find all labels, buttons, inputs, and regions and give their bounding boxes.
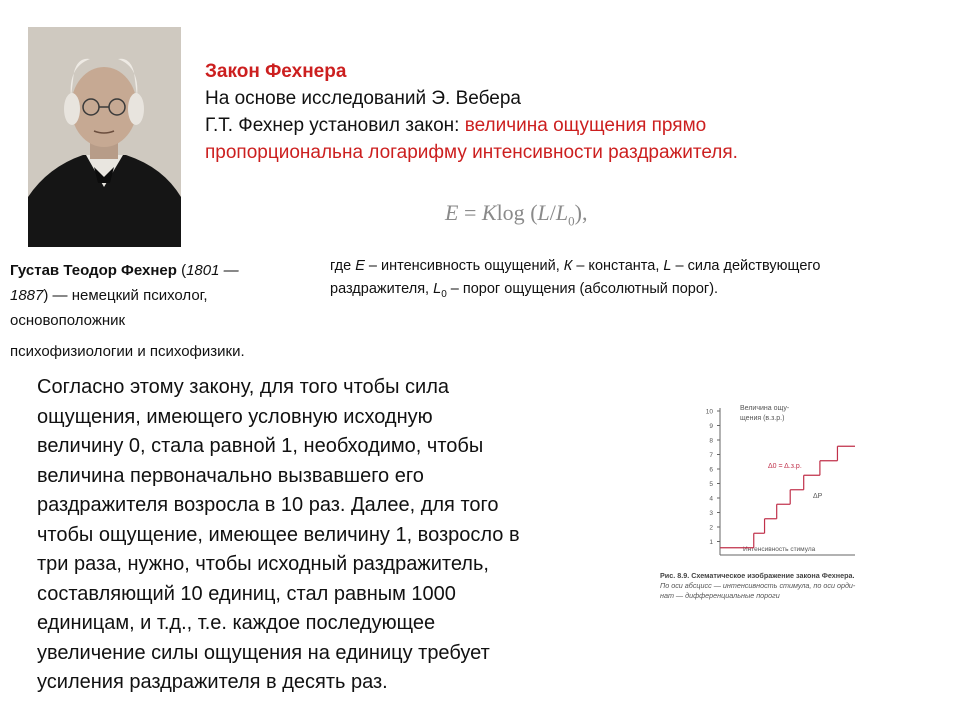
body-line: чтобы ощущение, имеющее величину 1, возросло в [37,523,520,546]
intro-line-2 [205,112,738,139]
caption-fields: психофизиологии и психофизики. [10,343,245,360]
caption-birth-year: 1801 — [186,262,239,279]
y-tick-label: 3 [709,510,713,517]
formula-equals: = [458,200,482,225]
where-def-E: – интенсивность ощущений, [364,258,564,274]
where-def-L0: – порог ощущения (абсолютный порог). [446,281,719,297]
caption-profession: ) — немецкий психолог, [43,287,208,304]
staircase-diagram [655,398,910,610]
caption-founder: основоположник [10,312,126,329]
law-statement-part-2: пропорциональна логарифму интенсивности раздражителя. [205,142,738,163]
fechner-portrait [28,27,181,247]
y-tick-label: 6 [709,466,713,474]
y-tick-group [706,409,720,547]
where-symbol-L0: L [433,281,442,297]
y-tick-label: 5 [709,481,713,488]
where-symbol-L: L [663,258,672,274]
where-prefix: где [330,258,356,274]
formula-E: E [445,200,459,225]
caption-name: Густав Теодор Фехнер [10,262,177,279]
portrait-caption [10,258,310,358]
formula-L: L [537,200,550,225]
y-axis-label-1: Величина ощу- [740,405,790,412]
where-def-K: – константа, [572,258,664,274]
intro-line-2-prefix: Г.Т. Фехнер установил закон: [205,115,465,136]
annotation-delta-e: Δ0 = Δ.з.р. [768,463,802,470]
y-tick-label: 9 [709,423,713,430]
fechner-formula [445,200,587,229]
where-def-L: – сила действующего раздражителя, [330,258,821,297]
page-title: Закон Фехнера [205,61,347,82]
where-symbol-K: К [563,258,573,274]
y-tick-label: 2 [709,524,713,532]
annotation-delta-p: ΔР [813,493,823,500]
intro-line-1: На основе исследований Э. Вебера [205,88,521,109]
caption-death-year: 1887 [10,287,44,304]
figure-caption-line-2: По оси абсцисс — интенсивность стимула, по оси орди- [660,581,856,590]
body-line: единицам, и т.д., т.е. каждое последующее [37,612,436,634]
staircase-series [720,446,855,548]
body-line: усиления раздражителя в десять раз. [37,671,388,693]
body-line: увеличение силы ощущения на единицу требует [37,641,490,664]
formula-K: K [481,200,497,225]
where-subscript-0: 0 [441,288,447,300]
body-line: три раза, нужно, чтобы исходный раздражитель, [37,553,489,575]
body-line: Согласно этому закону, для того чтобы сила [37,376,449,398]
where-symbol-E: Е [355,258,365,274]
y-axis-label-2: щения (в.з.р.) [740,415,785,422]
formula-subscript-0: 0 [568,213,575,229]
body-line: ощущения, имеющего условную исходную [37,405,433,428]
body-line: составляющий 10 единиц, стал равным 1000 [37,582,456,605]
y-tick-label: 10 [705,408,713,416]
y-tick-label: 8 [709,437,713,445]
figure-caption-line-3: нат — дифференциальные пороги [660,591,780,600]
y-tick-label: 7 [709,452,713,459]
body-paragraph [37,373,617,698]
y-tick-label: 4 [709,495,713,503]
fechner-law-figure [655,398,910,610]
x-axis-label: Интенсивность стимула [743,546,816,553]
caption-open-paren: ( [176,262,187,279]
formula-slash: / [549,200,556,225]
y-tick-label: 1 [709,539,713,546]
formula-explanation [330,255,910,306]
formula-log: log [496,200,525,225]
title-block [205,58,738,166]
body-line: величина первоначально вызвавшего его [37,464,424,487]
formula-open-paren: ( [524,200,538,225]
formula-L0: L [555,200,569,225]
body-line: величину 0, стала равной 1, необходимо, чтобы [37,435,484,457]
formula-close-paren: ), [574,200,588,225]
law-statement-part-1: величина ощущения прямо [464,115,707,136]
figure-caption-line-1: Рис. 8.9. Схематическое изображение закона Фехнера. [660,571,855,580]
body-line: раздражителя возросла в 10 раз. Далее, для того [37,494,499,516]
